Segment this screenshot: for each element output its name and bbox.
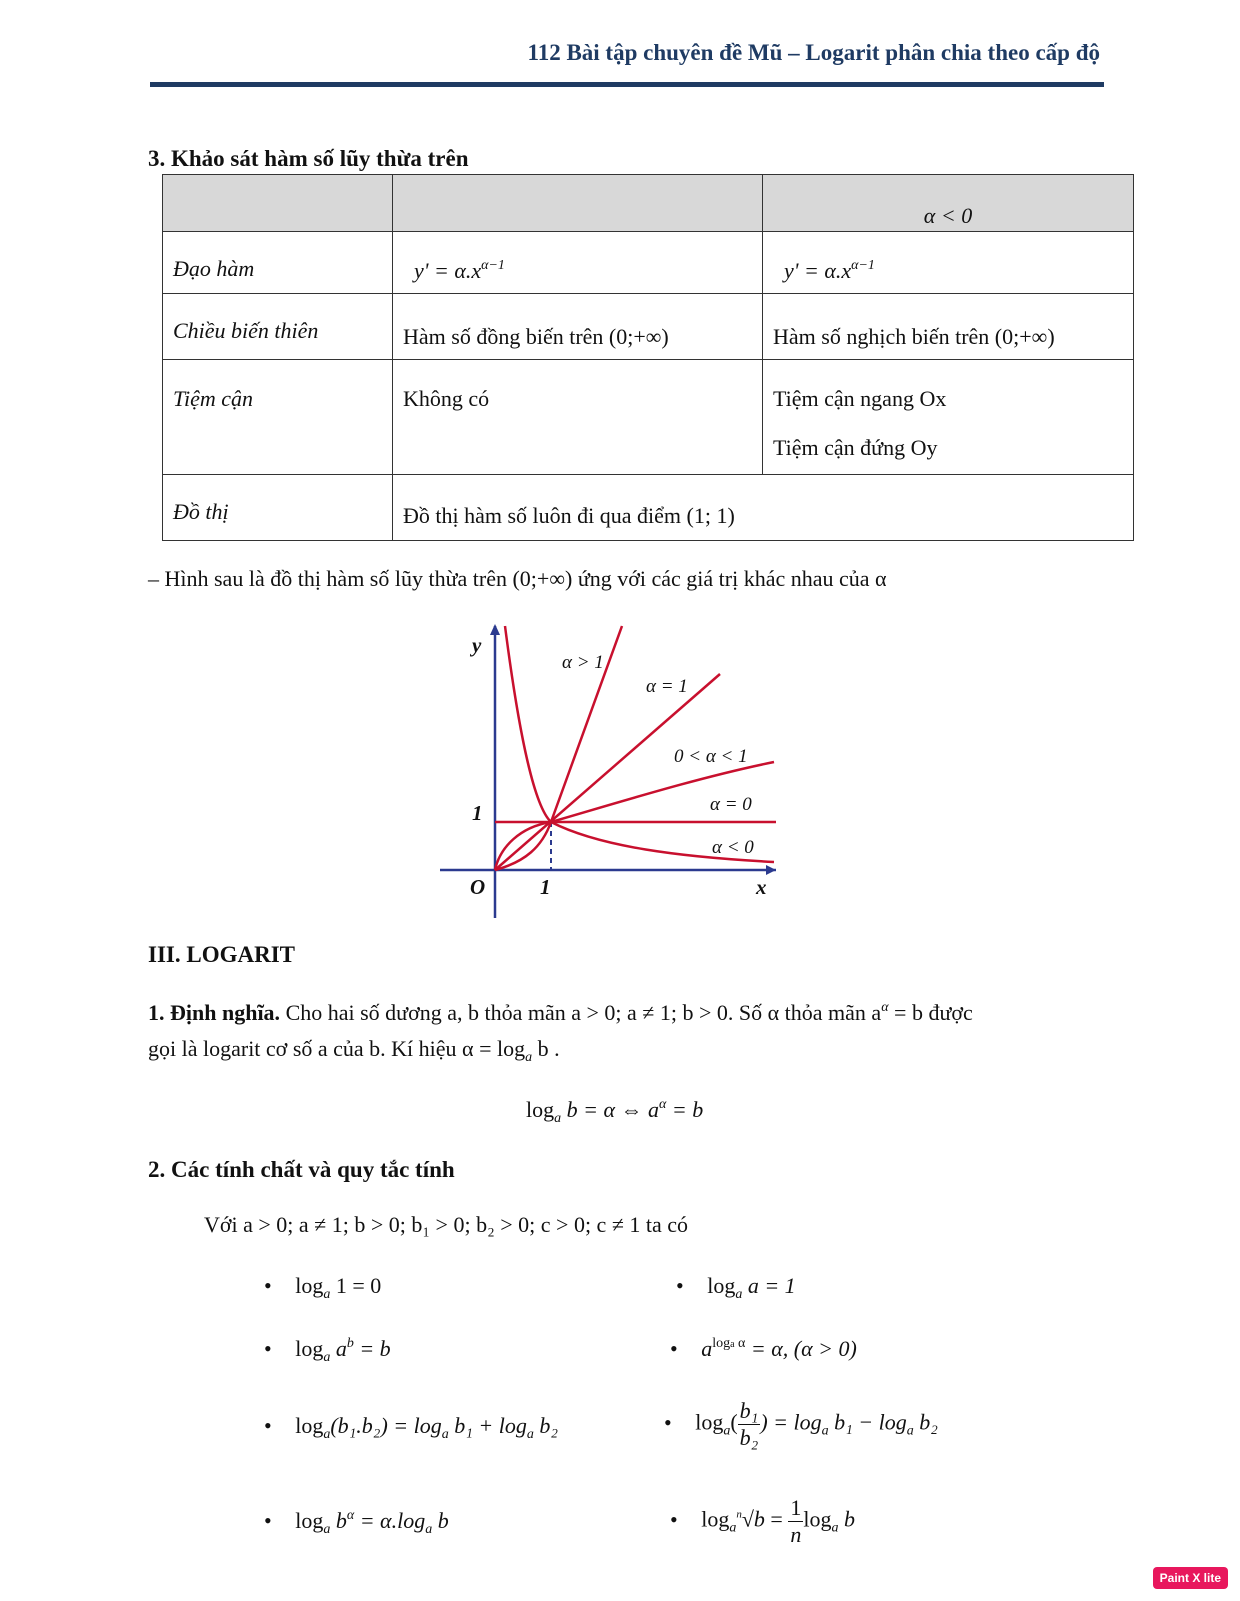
- asymptote-positive: Không có: [393, 360, 763, 475]
- rule-log-one: • $\log_a 1 = 0$: [264, 1273, 381, 1303]
- rule-log-exponent: • $\log_a b^\alpha = \alpha.\log_a$ b: [264, 1508, 449, 1538]
- rule-log-root: • $\log_a^n√b$ = $\frac{1}{n}$ $\log_a b$: [670, 1495, 855, 1548]
- graph-property: Đồ thị hàm số luôn đi qua điểm (1; 1): [393, 475, 1134, 541]
- definition-title: 1. Định nghĩa.: [148, 1000, 281, 1025]
- label-alpha-greater: α > 1: [562, 652, 604, 673]
- rule-log-quotient: • $\log_a$( $\frac{\text{b₁}}{\text{b₂}}$ ) = $\log_a b_1 - \log_a b_2$: [664, 1398, 938, 1451]
- section-3-heading: 3. Khảo sát hàm số lũy thừa trên: [148, 146, 469, 171]
- graph-caption: – Hình sau là đồ thị hàm số lũy thừa trên (0;+∞) ứng với các giá trị khác nhau của α: [148, 566, 887, 591]
- graph-svg: [440, 622, 780, 922]
- monotonic-negative: Hàm số nghịch biến trên (0;+∞): [763, 294, 1134, 360]
- paint-x-lite-watermark: Paint X lite: [1153, 1567, 1228, 1589]
- y-one-label: 1: [472, 801, 483, 825]
- x-axis-label: x: [756, 875, 767, 899]
- section-logarit-heading: III. LOGARIT: [148, 942, 295, 967]
- table-row-label: Tiệm cận: [163, 360, 393, 475]
- derivative-positive: $y' = \alpha.x^{\alpha-1}$: [393, 232, 763, 294]
- y-axis-label: y: [472, 633, 482, 657]
- conditions: Với a > 0; a ≠ 1; b > 0; b₁ > 0; b₂ > 0; c > 0; c ≠ 1 ta có: [204, 1212, 689, 1237]
- page-header-title: 112 Bài tập chuyên đề Mũ – Logarit phân chia theo cấp độ: [527, 40, 1100, 65]
- rule-log-product: • $\log_a(b_1.b_2) = \log_a b_1 + \log_a b_2$: [264, 1413, 558, 1443]
- table-row-label: Chiều biến thiên: [163, 294, 393, 360]
- y-axis-arrow: [490, 624, 500, 635]
- table-header-empty-2: [393, 175, 763, 232]
- table-header-alpha-negative: α < 0: [763, 175, 1134, 232]
- definition-formula: $\log_a b = \alpha$ ⇔ $a^\alpha = b$: [526, 1097, 704, 1126]
- definition-line-2: gọi là logarit cơ số a của b. Kí hiệu $\alpha = \log_a b$ .: [148, 1036, 560, 1065]
- table-header-empty-1: [163, 175, 393, 232]
- rule-log-power-base: • $\log_a a^b = b$: [264, 1336, 391, 1366]
- derivative-negative: $y' = \alpha.x^{\alpha-1}$: [763, 232, 1134, 294]
- section-2-heading: 2. Các tính chất và quy tắc tính: [148, 1157, 455, 1182]
- label-alpha-negative: α < 0: [712, 837, 754, 858]
- rule-exp-log: • $a^{loga \alpha} = \alpha$, (α > 0): [670, 1336, 857, 1362]
- table-row: [163, 360, 1134, 475]
- label-alpha-one: α = 1: [646, 676, 688, 697]
- power-function-table: [162, 174, 1134, 541]
- table-row-label: Đạo hàm: [163, 232, 393, 294]
- label-alpha-between: 0 < α < 1: [674, 746, 748, 767]
- definition-line-1: 1. Định nghĩa. Cho hai số dương a, b thỏa mãn a > 0; a ≠ 1; b > 0. Số α thỏa mãn $a^\alpha = b$ được: [148, 1000, 973, 1025]
- table-row: [163, 294, 1134, 360]
- table-row: [163, 232, 1134, 294]
- x-axis-arrow: [766, 865, 776, 875]
- power-function-graph: [440, 622, 780, 922]
- table-header-row: [163, 175, 1134, 232]
- origin-label: O: [470, 875, 486, 899]
- quotient-fraction: $\frac{\text{b₁}}{\text{b₂}}$: [739, 1398, 759, 1450]
- rule-log-self: • $\log_a a = 1$: [676, 1273, 796, 1303]
- table-row: [163, 475, 1134, 541]
- table-row-label: Đồ thị: [163, 475, 393, 541]
- label-alpha-zero: α = 0: [710, 794, 752, 815]
- horizontal-asymptote: Tiệm cận ngang Ox: [773, 386, 947, 411]
- definition-text: Cho hai số dương a, b thỏa mãn a > 0; a ≠ 1; b > 0. Số α thỏa mãn a: [285, 1000, 882, 1025]
- monotonic-positive: Hàm số đồng biến trên (0;+∞): [393, 294, 763, 360]
- vertical-asymptote: Tiệm cận đứng Oy: [773, 435, 938, 460]
- x-one-label: 1: [540, 875, 551, 899]
- root-fraction: $\frac{1}{n}$: [790, 1495, 802, 1547]
- asymptote-negative: [763, 360, 1134, 475]
- header-divider: [150, 82, 1104, 87]
